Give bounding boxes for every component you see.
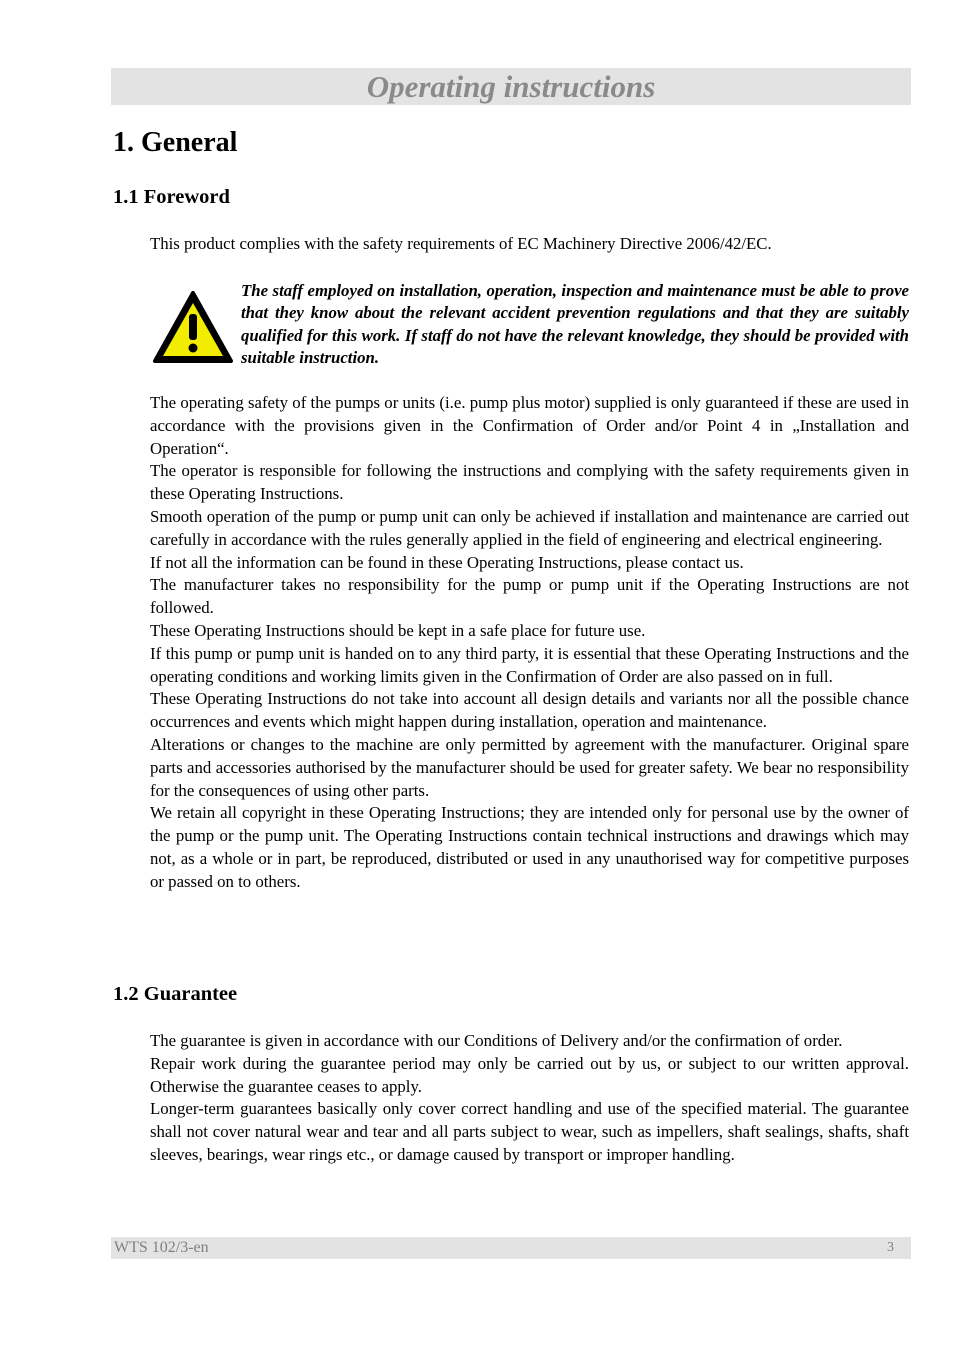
foreword-paragraph: These Operating Instructions should be kept in a safe place for future use. xyxy=(150,620,646,640)
safety-warning-text: The staff employed on installation, operation, inspection and maintenance must be able to prove that they know about the relevant accident prevention regulations and that they are suitably qualified for this work. If staff do not have the relevant knowledge, they should be provided with suitable instruction. xyxy=(241,281,909,367)
foreword-paragraph: If not all the information can be found in these Operating Instructions, please contact us. xyxy=(150,552,744,572)
guarantee-paragraph: Repair work during the guarantee period may only be carried out by us, or subject to our written approval. Otherwise the guarantee ceases to apply. xyxy=(150,1053,909,1096)
page-number: 3 xyxy=(887,1240,894,1255)
warning-triangle-icon xyxy=(152,290,234,364)
foreword-paragraph: The operating safety of the pumps or units (i.e. pump plus motor) supplied is only guaranteed if these are used in accordance with the provisions given in the Confirmation of Order and/or Point 4 in „Installation and Operation“. xyxy=(150,393,909,458)
foreword-paragraph: We retain all copyright in these Operating Instructions; they are intended only for personal use by the owner of the pump or the pump unit. The Operating Instructions contain technical instructions and drawings which may not, as a whole or in part, be reproduced, distributed or used in any unauthorised way for competitive purposes or passed on to others. xyxy=(150,803,909,891)
guarantee-paragraph: The guarantee is given in accordance with our Conditions of Delivery and/or the confirmation of order. xyxy=(150,1031,843,1050)
document-id: WTS 102/3-en xyxy=(114,1239,209,1256)
document-title: Operating instructions xyxy=(366,69,656,104)
foreword-body xyxy=(150,392,909,894)
foreword-paragraph: Alterations or changes to the machine are only permitted by agreement with the manufacturer. Original spare parts and accessories authorised by the manufacturer should be used for greater safety. We bear no responsibility for the consequences of using other parts. xyxy=(150,734,909,800)
foreword-intro: This product complies with the safety requirements of EC Machinery Directive 2006/42/EC. xyxy=(150,234,772,253)
subsection-heading-guarantee: 1.2 Guarantee xyxy=(113,983,238,1005)
foreword-paragraph: Smooth operation of the pump or pump unit can only be achieved if installation and maintenance are carried out carefully in accordance with the rules generally applied in the field of engineering and electrical engineering. xyxy=(150,506,909,549)
guarantee-paragraph: Longer-term guarantees basically only cover correct handling and use of the specified material. The guarantee shall not cover natural wear and tear and all parts subject to wear, such as impellers, shaft sealings, shafts, shaft sleeves, bearings, wear rings etc., or damage caused by transport or improper handling. xyxy=(150,1099,909,1164)
subsection-heading-foreword: 1.1 Foreword xyxy=(113,186,230,208)
header-bar xyxy=(111,68,911,105)
foreword-paragraph: The operator is responsible for following the instructions and complying with the safety requirements given in these Operating Instructions. xyxy=(150,461,909,504)
foreword-paragraph: The manufacturer takes no responsibility for the pump or pump unit if the Operating Instructions are not followed. xyxy=(150,575,909,618)
footer-bar xyxy=(111,1237,911,1259)
foreword-paragraph: If this pump or pump unit is handed on to any third party, it is essential that these Operating Instructions and the operating conditions and working limits given in the Confirmation of Order are also passed on in full. xyxy=(150,643,909,686)
guarantee-body xyxy=(150,1030,909,1167)
section-heading-general: 1. General xyxy=(113,127,238,158)
foreword-paragraph: These Operating Instructions do not take into account all design details and variants nor all the possible chance occurrences and events which might happen during installation, operation and maintenance. xyxy=(150,689,909,732)
